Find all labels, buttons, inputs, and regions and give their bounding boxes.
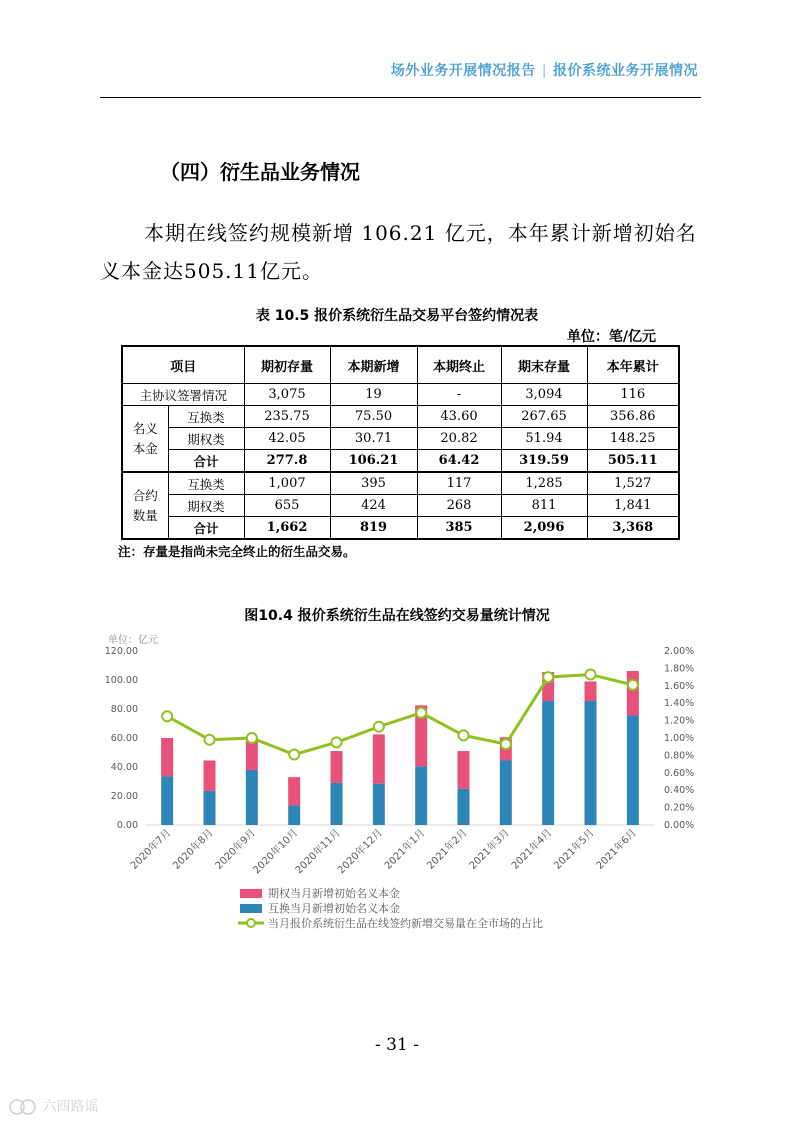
x-tick-label: 2020年10月: [251, 827, 301, 877]
bar-option: [331, 751, 343, 783]
bar-swap: [627, 716, 639, 825]
table-note: 注：存量是指尚未完全终止的衍生品交易。: [118, 544, 356, 559]
y2-tick-label: 1.40%: [664, 698, 695, 710]
header-cell: 期初存量: [244, 346, 330, 384]
table-cell: 268: [417, 495, 501, 517]
share-point: [459, 730, 469, 740]
y-tick-label: 100.00: [104, 675, 138, 686]
watermark-icon: [8, 1098, 38, 1116]
derivatives-table: [121, 345, 680, 540]
y2-tick-label: 2.00%: [664, 646, 695, 657]
bar-swap: [458, 789, 470, 825]
header-cell: 期末存量: [501, 346, 587, 384]
bar-swap: [373, 784, 385, 825]
table-cell: 19: [330, 384, 417, 406]
legend-label-line: 当月报价系统衍生品在线签约新增交易量在全市场的占比: [268, 917, 543, 930]
share-point: [247, 733, 257, 743]
row-label: 互换类: [168, 472, 244, 495]
table-cell: 2,096: [501, 517, 587, 540]
y2-tick-label: 0.00%: [664, 820, 695, 831]
table-header-row: [122, 346, 679, 384]
table-cell: 20.82: [417, 428, 501, 450]
table-cell: 277.8: [244, 450, 330, 473]
table-cell: 819: [330, 517, 417, 540]
table-cell: 1,285: [501, 472, 587, 495]
share-point: [289, 750, 299, 760]
legend-swatch-option: [240, 889, 262, 898]
table-cell: 235.75: [244, 406, 330, 428]
share-point: [628, 680, 638, 690]
derivatives-chart: [100, 625, 700, 935]
legend-label-swap: 互换当月新增初始名义本金: [268, 902, 400, 915]
table-row: [122, 406, 679, 428]
y2-tick-label: 1.20%: [664, 715, 695, 727]
bar-option: [585, 681, 597, 701]
header-cell: 本年累计: [587, 346, 679, 384]
bar-swap: [204, 791, 216, 825]
bar-option: [161, 738, 173, 776]
table-cell: 1,527: [587, 472, 679, 495]
table-cell: 43.60: [417, 406, 501, 428]
group-label: 合约数量: [122, 472, 168, 539]
table-total-row: [122, 450, 679, 473]
bar-option: [246, 740, 258, 770]
x-tick-label: 2020年8月: [171, 827, 216, 872]
table-cell: 424: [330, 495, 417, 517]
table-cell: 385: [417, 517, 501, 540]
x-tick-label: 2020年12月: [336, 827, 385, 877]
bar-swap: [288, 805, 300, 825]
table-unit: 单位：笔/亿元: [566, 329, 656, 345]
share-point: [374, 722, 384, 732]
table-cell: 395: [330, 472, 417, 495]
bar-option: [373, 734, 385, 783]
table-cell: 75.50: [330, 406, 417, 428]
y2-tick-label: 0.60%: [664, 767, 695, 779]
bar-swap: [415, 766, 427, 825]
share-point: [332, 737, 342, 747]
legend-swatch-point: [247, 919, 255, 927]
row-label: 期权类: [168, 428, 244, 450]
share-point: [162, 711, 172, 721]
bar-swap: [246, 770, 258, 825]
y2-tick-label: 0.40%: [664, 785, 695, 797]
table-cell: 30.71: [330, 428, 417, 450]
table-cell: 51.94: [501, 428, 587, 450]
table-cell: 64.42: [417, 450, 501, 473]
table-cell: 148.25: [587, 428, 679, 450]
row-label: 期权类: [168, 495, 244, 517]
share-point: [501, 739, 511, 749]
header-separator: |: [541, 63, 547, 79]
table-row: [122, 384, 679, 406]
y2-tick-label: 1.00%: [664, 733, 695, 744]
table-cell: 655: [244, 495, 330, 517]
y2-tick-label: 1.80%: [664, 663, 695, 675]
table-cell: 356.86: [587, 406, 679, 428]
y-tick-label: 40.00: [110, 762, 138, 773]
watermark-text: 六四路谣: [42, 1099, 99, 1115]
share-line: [167, 674, 633, 754]
x-tick-label: 2021年5月: [552, 827, 597, 872]
header-cell: 项目: [122, 346, 244, 384]
header-cell: 本期终止: [417, 346, 501, 384]
table-cell: 1,007: [244, 472, 330, 495]
x-tick-label: 2021年4月: [509, 827, 555, 872]
bar-option: [458, 751, 470, 789]
table-cell: 3,368: [587, 517, 679, 540]
table-row: [122, 472, 679, 495]
header-left: 场外业务开展情况报告: [390, 63, 536, 79]
y2-tick-label: 0.80%: [664, 750, 695, 762]
table-cell: 117: [417, 472, 501, 495]
share-point: [416, 708, 426, 718]
watermark-logo: [8, 1096, 98, 1116]
chart-title: 图10.4 报价系统衍生品在线签约交易量统计情况: [244, 608, 550, 624]
table-cell: 1,662: [244, 517, 330, 540]
row-label: 主协议签署情况: [122, 384, 244, 406]
table-cell: 1,841: [587, 495, 679, 517]
legend-swatch-swap: [240, 904, 262, 913]
share-point: [586, 669, 596, 679]
x-tick-label: 2021年6月: [594, 827, 639, 872]
row-label: 合计: [168, 517, 244, 540]
table-total-row: [122, 517, 679, 540]
table-caption: 表 10.5 报价系统衍生品交易平台签约情况表: [255, 308, 539, 324]
bar-swap: [542, 701, 554, 825]
table-cell: 42.05: [244, 428, 330, 450]
table-cell: 3,094: [501, 384, 587, 406]
row-label: 合计: [168, 450, 244, 473]
x-tick-label: 2020年11月: [293, 827, 343, 877]
row-label: 互换类: [168, 406, 244, 428]
y-tick-label: 60.00: [110, 733, 138, 744]
table-cell: -: [417, 384, 501, 406]
x-tick-label: 2021年2月: [425, 827, 470, 872]
y-tick-label: 120.00: [104, 646, 138, 657]
x-tick-label: 2020年7月: [128, 827, 174, 872]
bar-swap: [585, 701, 597, 825]
table-cell: 319.59: [501, 450, 587, 473]
section-title: （四）衍生品业务情况: [160, 160, 360, 184]
table-row: [122, 495, 679, 517]
bar-option: [288, 777, 300, 805]
x-tick-label: 2021年3月: [467, 827, 512, 872]
running-header: [391, 60, 698, 80]
y-tick-label: 80.00: [110, 704, 138, 715]
group-label: 名义本金: [122, 406, 168, 473]
y-tick-label: 0.00: [116, 820, 138, 831]
share-point: [543, 672, 553, 682]
y2-tick-label: 0.20%: [664, 802, 695, 814]
y2-tick-label: 1.60%: [664, 680, 695, 692]
body-paragraph: 本期在线签约规模新增 106.21 亿元，本年累计新增初始名义本金达505.11亿元。: [100, 221, 697, 283]
y-axis-label: 单位：亿元: [108, 635, 158, 646]
table-cell: 811: [501, 495, 587, 517]
table-row: [122, 428, 679, 450]
header-cell: 本期新增: [330, 346, 417, 384]
x-tick-label: 2020年9月: [213, 827, 258, 872]
bar-option: [204, 760, 216, 790]
bar-swap: [331, 783, 343, 825]
y-tick-label: 20.00: [110, 791, 138, 802]
bar-swap: [500, 760, 512, 825]
x-tick-label: 2021年1月: [382, 827, 428, 872]
table-cell: 267.65: [501, 406, 587, 428]
table-cell: 106.21: [330, 450, 417, 473]
bar-option: [627, 671, 639, 716]
header-right: 报价系统业务开展情况: [553, 63, 698, 79]
table-cell: 505.11: [587, 450, 679, 473]
page-number: - 31 -: [375, 1035, 419, 1055]
share-point: [205, 735, 215, 745]
table-cell: 116: [587, 384, 679, 406]
table-cell: 3,075: [244, 384, 330, 406]
header-rule: [100, 97, 701, 98]
bar-swap: [161, 776, 173, 825]
legend-label-option: 期权当月新增初始名义本金: [268, 887, 400, 900]
